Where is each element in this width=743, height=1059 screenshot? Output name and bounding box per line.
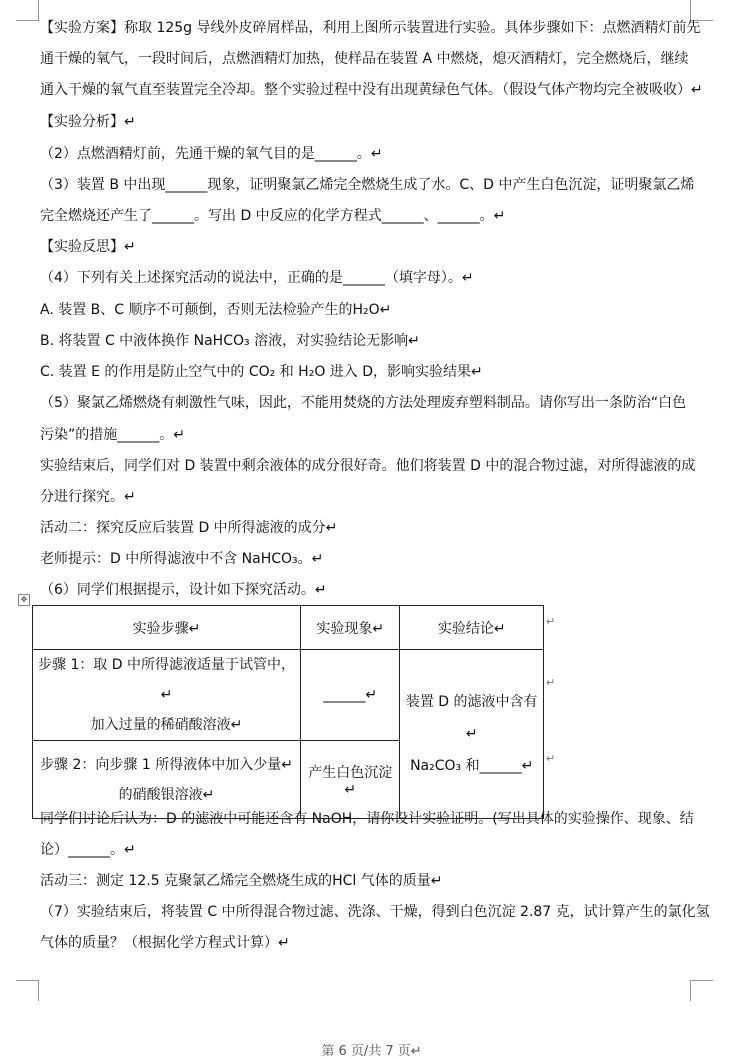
option-c: C. 装置 E 的作用是防止空气中的 CO₂ 和 H₂O 进入 D，影响实验结果↵: [40, 364, 483, 380]
text-line: 通干燥的氧气，一段时间后，点燃酒精灯加热，使样品在装置 A 中燃烧，熄灭酒精灯，完全燃烧后，继续: [40, 51, 689, 67]
question-5: （5）聚氯乙烯燃烧有刺激性气味，因此，不能用焚烧的方法处理废弃塑料制品。请你写出一条防治“白色: [40, 395, 687, 411]
table-cell: [400, 650, 544, 819]
crop-mark-bottom-left: [16, 980, 39, 1001]
step-1-text: 步骤 1：取 D 中所得滤液适量于试管中，↵: [38, 657, 296, 703]
question-2: （2）点燃酒精灯前，先通干燥的氧气目的是______。↵: [40, 146, 383, 162]
text-line: 论）______。↵: [40, 842, 136, 858]
text-line: 完全燃烧还产生了______。写出 D 中反应的化学方程式______、______。↵: [40, 208, 506, 224]
text-line: 【实验方案】称取 125g 导线外皮碎屑样品，利用上图所示装置进行实验。具体步骤如下：点燃酒精灯前先: [40, 20, 701, 36]
section-heading: 【实验反思】↵: [40, 239, 136, 255]
question-4: （4）下列有关上述探究活动的说法中，正确的是______（填字母）。↵: [40, 270, 474, 286]
table-row: [33, 650, 544, 741]
text-line: 气体的质量？（根据化学方程式计算）↵: [40, 935, 290, 951]
crop-mark-bottom-right: [690, 980, 713, 1001]
activity-2-heading: 活动二：探究反应后装置 D 中所得滤液的成分↵: [40, 520, 338, 536]
step-2-text: 步骤 2：向步骤 1 所得液体中加入少量↵: [40, 756, 293, 773]
crop-mark-top-left: [16, 0, 39, 21]
table-header: 实验步骤↵: [33, 606, 301, 650]
question-7: （7）实验结束后，将装置 C 中所得混合物过滤、洗涤、干燥，得到白色沉淀 2.87 克，试计算产生的氯化氢: [40, 904, 710, 920]
move-anchor-icon[interactable]: ✥: [18, 594, 30, 606]
row-end-mark: ↵: [546, 752, 556, 765]
option-b: B. 将装置 C 中液体换作 NaHCO₃ 溶液，对实验结论无影响↵: [40, 333, 420, 349]
table-cell: [33, 741, 301, 819]
text-line: 通入干燥的氧气直至装置完全冷却。整个实验过程中没有出现黄绿色气体。（假设气体产物均完全被吸收）↵: [40, 82, 703, 98]
step-1-text: 加入过量的稀硝酸溶液↵: [90, 717, 243, 733]
step-2-text: 的硝酸银溶液↵: [118, 786, 215, 803]
text-line: 实验结束后，同学们对 D 装置中剩余液体的成分很好奇。他们将装置 D 中的混合物过滤，对所得滤液的成: [40, 458, 696, 474]
option-a: A. 装置 B、C 顺序不可颠倒，否则无法检验产生的H₂O↵: [40, 302, 392, 318]
question-6: （6）同学们根据提示，设计如下探究活动。↵: [40, 582, 327, 598]
table-row: [33, 606, 544, 650]
question-3: （3）装置 B 中出现______现象，证明聚氯乙烯完全燃烧生成了水。C、D 中产生白色沉淀，证明聚氯乙烯: [40, 177, 695, 193]
table-header: 实验结论↵: [400, 606, 544, 650]
teacher-hint: 老师提示：D 中所得滤液中不含 NaHCO₃。↵: [40, 551, 324, 567]
row-end-mark: ↵: [546, 615, 556, 628]
section-heading: 【实验分析】↵: [40, 114, 136, 130]
row-end-mark: ↵: [546, 676, 556, 689]
conclusion-text: Na₂CO₃ 和______↵: [410, 758, 534, 774]
text-line: 同学们讨论后认为：D 的滤液中可能还含有 NaOH，请你设计实验证明。(写出具体的实验操作、现象、结: [40, 811, 694, 827]
table-header: 实验现象↵: [301, 606, 400, 650]
conclusion-text: 装置 D 的滤液中含有↵: [405, 694, 538, 742]
text-line: 污染”的措施______。↵: [40, 427, 185, 443]
table-cell: 产生白色沉淀↵: [301, 741, 400, 819]
text-line: 分进行探究。↵: [40, 489, 136, 505]
table-cell: [33, 650, 301, 741]
table-cell: ______↵: [301, 650, 400, 741]
experiment-table: [32, 605, 544, 819]
activity-3-heading: 活动三：测定 12.5 克聚氯乙烯完全燃烧生成的HCl 气体的质量↵: [40, 873, 443, 889]
page-footer: 第 6 页/共 7 页↵: [321, 1044, 422, 1059]
